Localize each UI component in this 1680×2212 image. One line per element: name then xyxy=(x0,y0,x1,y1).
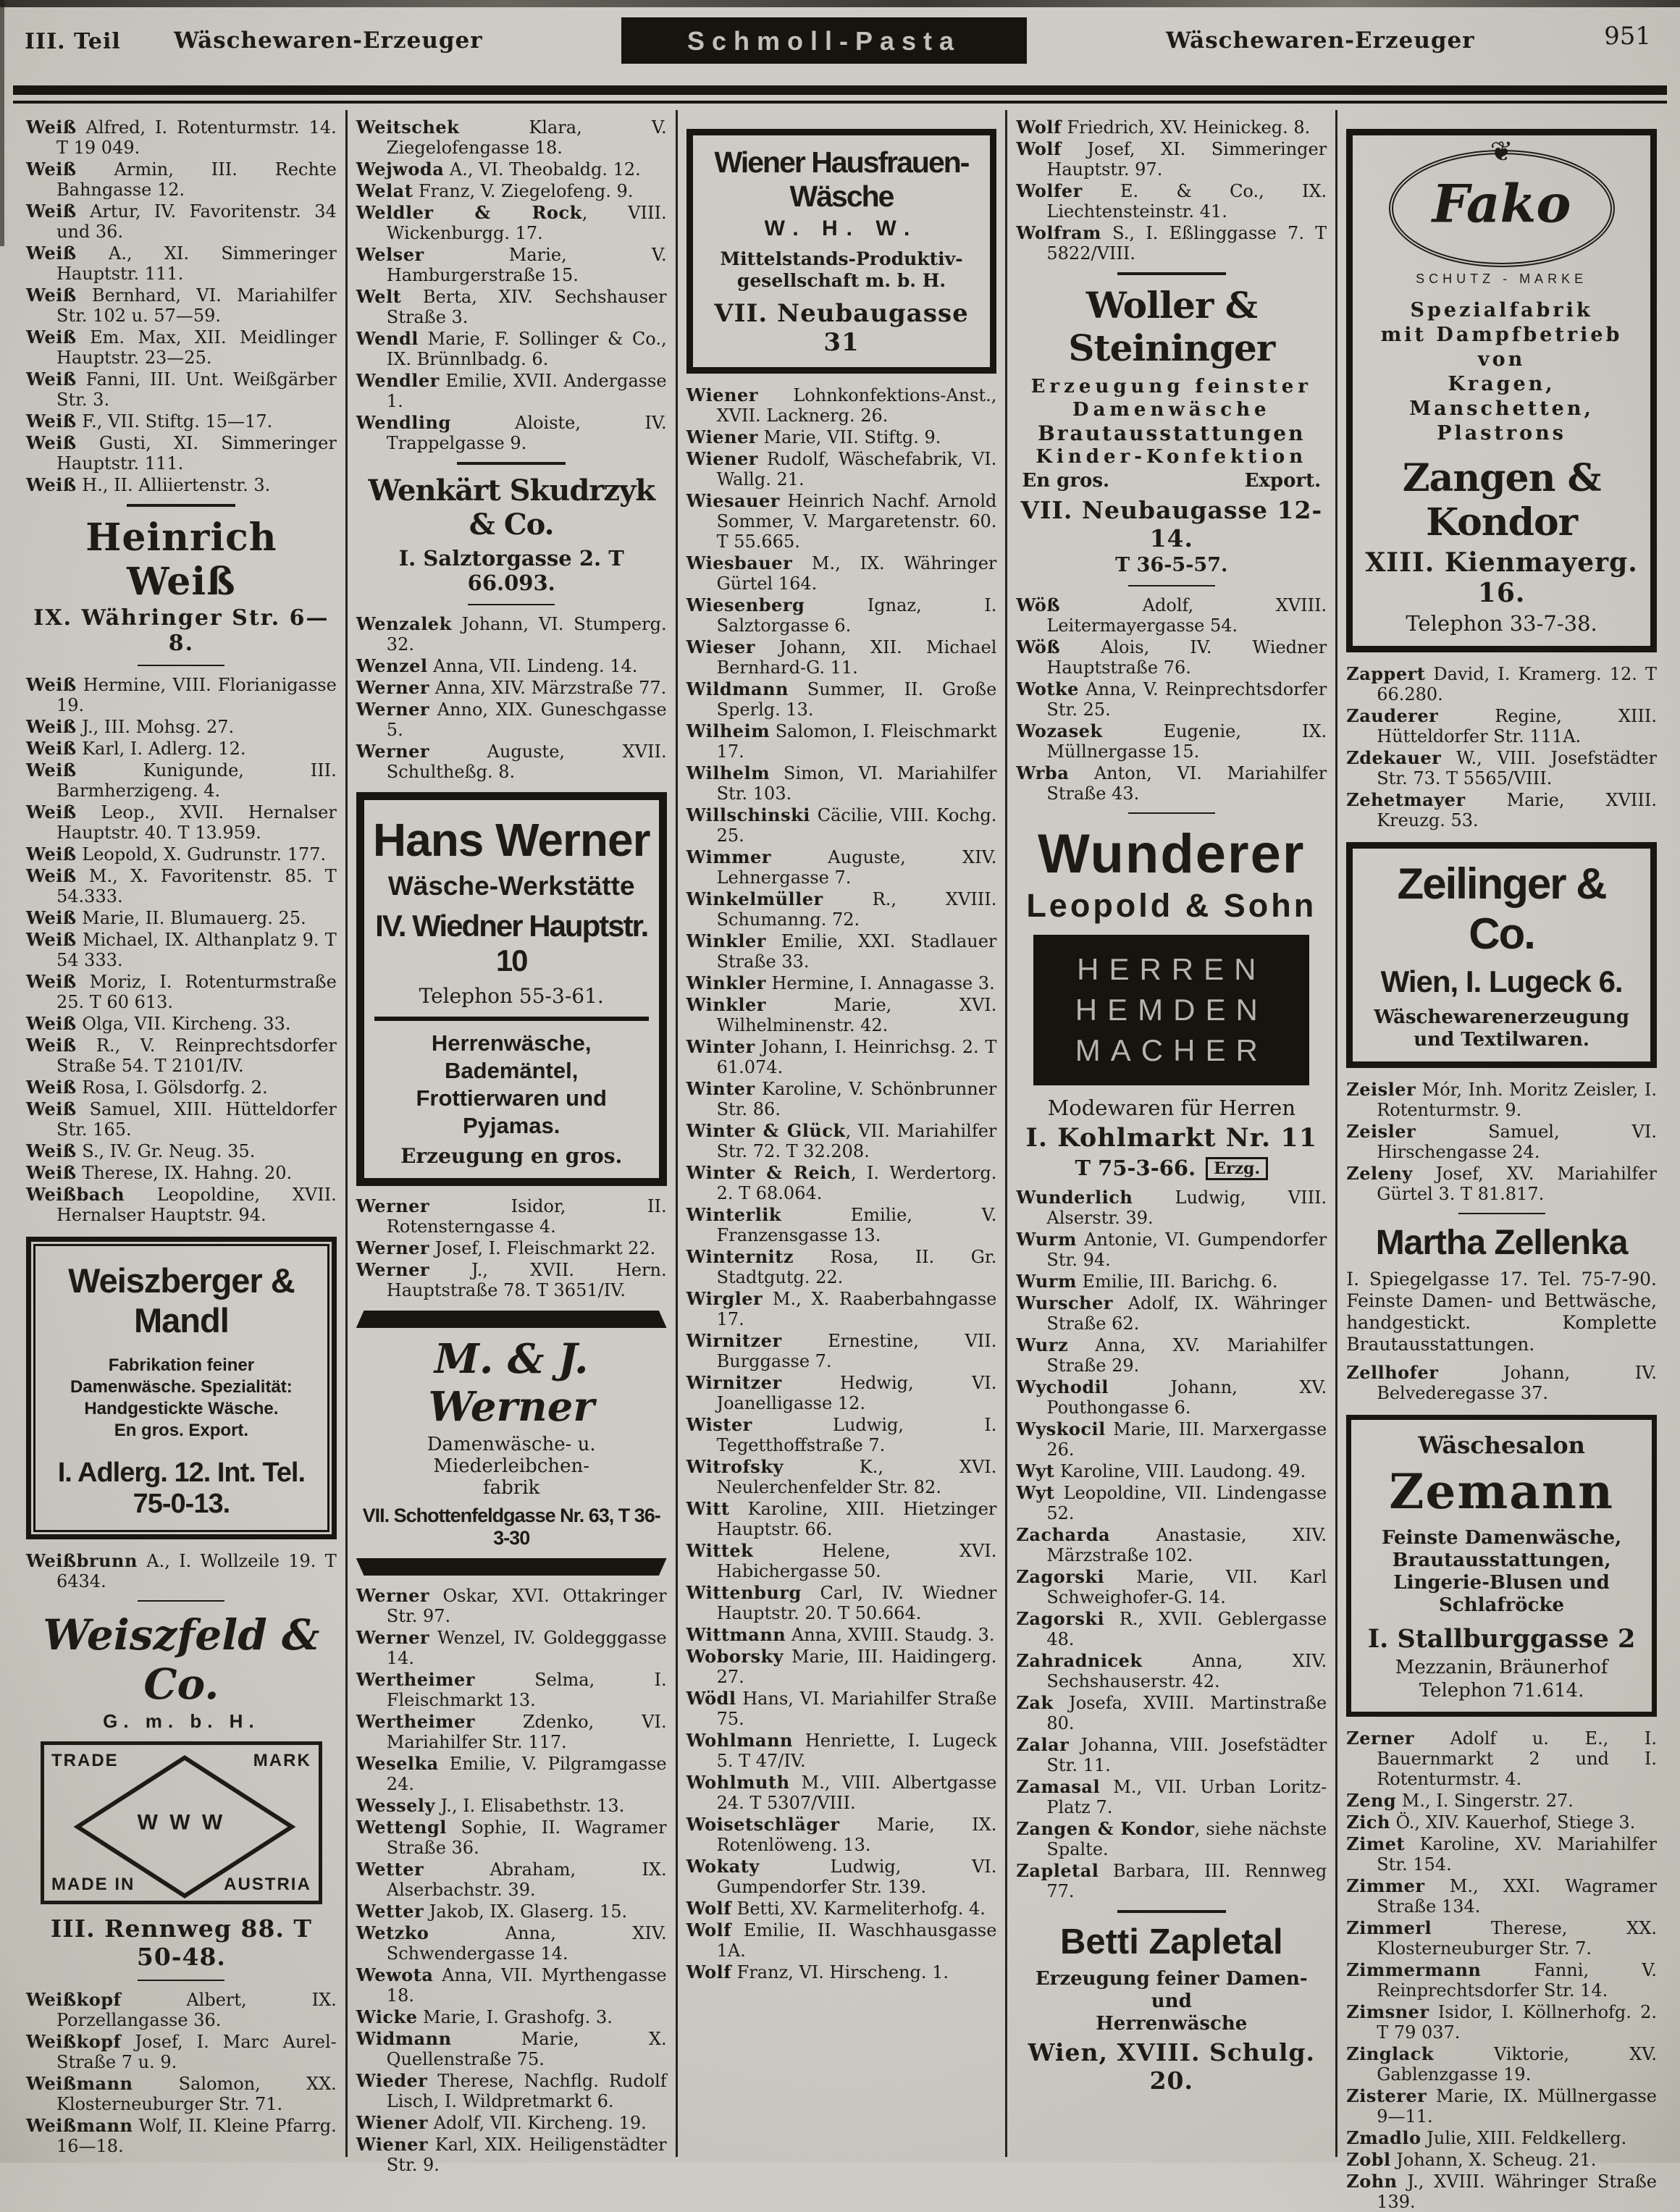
directory-entry: Zamasal M., VII. Urban Loritz-Platz 7. xyxy=(1016,1776,1327,1817)
directory-entry: Zimmermann Fanni, V. Reinprechtsdorfer Str. 14. xyxy=(1346,1959,1657,2001)
directory-entry: Werner Wenzel, IV. Goldegggasse 14. xyxy=(356,1627,667,1668)
fako-zangen-kondor-ad xyxy=(1346,129,1657,652)
directory-entry: Zinglack Viktorie, XV. Gablenzgasse 19. xyxy=(1346,2043,1657,2085)
directory-entry: Zerner Adolf u. E., I. Bauernmarkt 2 und I. Rotenturmstr. 4. xyxy=(1346,1728,1657,1789)
directory-entry: Winter Karoline, V. Schönbrunner Str. 86. xyxy=(686,1078,997,1119)
ad-text xyxy=(1016,470,1327,492)
directory-entry: Zeisler Mór, Inh. Moritz Zeisler, I. Rotenturmstr. 9. xyxy=(1346,1079,1657,1120)
scan-artifact-left xyxy=(0,0,4,246)
schutz-marke-label: SCHUTZ - MARKE xyxy=(1416,272,1588,286)
ad-address: III. Rennweg 88. T 50-48. xyxy=(50,1914,312,1971)
ad-telephone: Telephon 33-7-38. xyxy=(1406,611,1597,636)
directory-entry: Winterlik Emilie, V. Franzensgasse 13. xyxy=(686,1204,997,1245)
directory-entry: Wiesenberg Ignaz, I. Salztorgasse 6. xyxy=(686,594,997,636)
directory-entry: Welser Marie, V. Hamburgerstraße 15. xyxy=(356,244,667,285)
directory-list xyxy=(1016,1187,1327,1901)
directory-entry: Woisetschläger Marie, IX. Rotenlöweng. 13. xyxy=(686,1814,997,1855)
directory-entry: Wyt Karoline, VIII. Laudong. 49. xyxy=(1016,1460,1306,1481)
directory-entry: Werner Josef, I. Fleischmarkt 22. xyxy=(356,1237,656,1258)
ad-text: Mittelstands-Produktiv- xyxy=(720,248,963,269)
ad-telephone: Telephon 71.614. xyxy=(1419,1680,1584,1702)
section-divider xyxy=(138,1600,224,1602)
directory-entry: Weiß Em. Max, XII. Meidlinger Hauptstr. 23—25. xyxy=(26,327,337,368)
directory-entry: Winter & Reich, I. Werdertorg. 2. T 68.064. xyxy=(686,1162,997,1203)
ad-text: Fabrikation feiner xyxy=(108,1355,255,1375)
www-monogram: W W W xyxy=(137,1809,226,1834)
directory-entry: Wejwoda A., VI. Theobaldg. 12. xyxy=(356,159,641,180)
directory-entry: Zak Josefa, XVIII. Martinstraße 80. xyxy=(1016,1692,1327,1733)
directory-entry: Weißkopf Albert, IX. Porzellangasse 36. xyxy=(26,1989,337,2030)
directory-entry: Wurscher Adolf, IX. Währinger Straße 62. xyxy=(1016,1292,1327,1334)
ad-text: fabrik xyxy=(483,1477,540,1499)
directory-entry: Wiener Lohnkonfektions-Anst., XVII. Lacknerg. 26. xyxy=(686,384,997,426)
fako-logo xyxy=(1389,135,1615,267)
directory-entry: Weiß M., X. Favoritenstr. 85. T 54.333. xyxy=(26,865,337,907)
ad-title: M. & J. Werner xyxy=(428,1335,595,1431)
ad-address: Wien, I. Lugeck 6. xyxy=(1380,964,1623,998)
directory-entry: Wendler Emilie, XVII. Andergasse 1. xyxy=(356,370,667,411)
ad-title: Zemann xyxy=(1389,1463,1614,1520)
firm-name: Wenkärt Skudrzyk & Co. xyxy=(368,474,655,542)
column-2 xyxy=(345,110,676,2175)
page-number: 951 xyxy=(1604,22,1651,51)
directory-entry: Winter Johann, I. Heinrichsg. 2. T 61.074. xyxy=(686,1036,997,1077)
herren-hemden-macher-box xyxy=(1033,935,1309,1085)
ad-text: HERREN xyxy=(1077,952,1267,986)
ad-text: mit Dampfbetrieb von xyxy=(1380,324,1623,371)
section-divider xyxy=(457,462,566,465)
directory-entry: Wetter Abraham, IX. Alserbachstr. 39. xyxy=(356,1859,667,1900)
trademark-label: TRADE xyxy=(51,1751,119,1770)
directory-entry: Zobl Johann, X. Scheug. 21. xyxy=(1346,2149,1597,2170)
directory-entry: Weiß Gusti, XI. Simmeringer Hauptstr. 111. xyxy=(26,432,337,474)
ad-text: En gros. Export. xyxy=(114,1421,249,1440)
ad-text: Feinste Damenwäsche, xyxy=(1382,1527,1622,1549)
directory-entry: Wewota Anna, VII. Myrthengasse 18. xyxy=(356,1964,667,2006)
ad-text: und Textilwaren. xyxy=(1414,1029,1589,1051)
hans-werner-ad xyxy=(356,792,667,1186)
directory-list xyxy=(1346,1363,1657,1403)
directory-list xyxy=(26,1990,337,2156)
ad-subtitle: W. H. W. xyxy=(764,216,919,240)
directory-entry: Wolfer E. & Co., IX. Liechtensteinstr. 41. xyxy=(1016,180,1327,222)
directory-list xyxy=(1016,595,1327,804)
directory-entry: Weiß Karl, I. Adlerg. 12. xyxy=(26,738,246,759)
directory-entry: Wenzalek Johann, VI. Stumperg. 32. xyxy=(356,613,667,655)
directory-entry: Zahradnicek Anna, XIV. Sechshauserstr. 42. xyxy=(1016,1650,1327,1691)
directory-entry: Zeleny Josef, XV. Mariahilfer Gürtel 3. T 81.817. xyxy=(1346,1163,1657,1204)
directory-list xyxy=(1346,664,1657,830)
directory-entry: Weiß Samuel, XIII. Hütteldorfer Str. 165. xyxy=(26,1098,337,1140)
directory-list xyxy=(1346,1080,1657,1204)
directory-entry: Weiß Leopold, X. Gudrunstr. 177. xyxy=(26,844,327,865)
directory-entry: Zagorski Marie, VII. Karl Schweighofer-G. 14. xyxy=(1016,1566,1327,1607)
directory-entry: Wieser Johann, XII. Michael Bernhard-G. 11. xyxy=(686,636,997,678)
ad-title: Woller & Steininger xyxy=(1068,284,1275,369)
directory-entry: Zich Ö., XIV. Kauerhof, Stiege 3. xyxy=(1346,1812,1636,1833)
directory-entry: Wilheim Salomon, I. Fleischmarkt 17. xyxy=(686,720,997,762)
directory-entry: Zeng M., I. Singerstr. 27. xyxy=(1346,1790,1574,1811)
directory-entry: Zimmerl Therese, XX. Klosterneuburger Str. 7. xyxy=(1346,1917,1657,1959)
directory-entry: Wilhelm Simon, VI. Mariahilfer Str. 103. xyxy=(686,762,997,804)
ad-address: I. Stallburggasse 2 xyxy=(1367,1624,1636,1654)
ad-text: Herrenwäsche xyxy=(1096,2013,1248,2035)
directory-entry: Wolf Josef, XI. Simmeringer Hauptstr. 97. xyxy=(1016,138,1327,180)
ad-text: Export. xyxy=(1244,470,1322,492)
directory-entry: Wittenburg Carl, IV. Wiedner Hauptstr. 20. T 50.664. xyxy=(686,1582,997,1623)
ad-text: Brautausstattungen, xyxy=(1392,1549,1611,1571)
directory-entry: Zohn J., XVIII. Währinger Straße 139. xyxy=(1346,2171,1657,2212)
directory-entry: Werner Oskar, XVI. Ottakringer Str. 97. xyxy=(356,1585,667,1626)
ad-text: Frottierwaren und Pyjamas. xyxy=(416,1085,607,1138)
section-divider xyxy=(1458,1213,1545,1214)
betti-zapletal-ad xyxy=(1016,1922,1327,2095)
directory-entry: Wittmann Anna, XVIII. Staudg. 3. xyxy=(686,1624,995,1645)
ad-subtitle: Leopold & Sohn xyxy=(1026,887,1317,924)
trademark-label: AUSTRIA xyxy=(224,1875,311,1894)
directory-entry: Weiß Bernhard, VI. Mariahilfer Str. 102 u. 57—59. xyxy=(26,285,337,326)
ad-rule xyxy=(374,1017,649,1021)
directory-entry: Winkler Marie, XVI. Wilhelminenstr. 42. xyxy=(686,994,997,1035)
page-header xyxy=(22,16,1658,72)
directory-entry: Weiß Leop., XVII. Hernalser Hauptstr. 40. T 13.959. xyxy=(26,802,337,843)
directory-entry: Wunderlich Ludwig, VIII. Alserstr. 39. xyxy=(1016,1187,1327,1228)
ad-text: Spezialfabrik xyxy=(1410,299,1593,321)
ad-address: VII. Neubaugasse 12-14. xyxy=(1020,496,1323,552)
ad-address: VII. Neubaugasse 31 xyxy=(714,299,969,357)
ad-title: Wunderer xyxy=(1038,823,1306,885)
column-1 xyxy=(17,110,345,2157)
directory-entry: Wiener Adolf, VII. Kircheng. 19. xyxy=(356,2112,647,2133)
directory-entry: Wolf Emilie, II. Waschhausgasse 1A. xyxy=(686,1919,997,1961)
ad-text: Herrenwäsche, Bademäntel, xyxy=(431,1030,592,1083)
directory-entry: Woborsky Marie, III. Haidingerg. 27. xyxy=(686,1646,997,1687)
ad-text: En gros. xyxy=(1022,470,1110,492)
ad-text: Damenwäsche- u. Miederleibchen- xyxy=(427,1434,596,1477)
firm-name: Heinrich Weiß xyxy=(85,516,277,604)
ad-telephone: Telephon 55-3-61. xyxy=(419,984,604,1008)
trademark-emblem xyxy=(41,1741,322,1904)
ad-title: Weiszfeld & Co. xyxy=(43,1610,320,1709)
ad-title: Hans Werner xyxy=(372,814,650,866)
directory-entry: Weißmann Wolf, II. Kleine Pfarrg. 16—18. xyxy=(26,2115,337,2156)
ad-text: Handgestickte Wäsche. xyxy=(84,1399,279,1418)
column-5 xyxy=(1335,110,1666,2212)
directory-entry: Wöß Adolf, XVIII. Leitermayergasse 54. xyxy=(1016,594,1327,636)
directory-entry: Zellhofer Johann, IV. Belvederegasse 37. xyxy=(1346,1362,1657,1403)
directory-entry: Weißkopf Josef, I. Marc Aurel-Straße 7 u. 9. xyxy=(26,2031,337,2072)
directory-entry: Wychodil Johann, XV. Pouthongasse 6. xyxy=(1016,1376,1327,1418)
ad-title: Martha Zellenka xyxy=(1375,1224,1628,1262)
directory-entry: Weldler & Rock, VIII. Wickenburgg. 17. xyxy=(356,202,667,243)
directory-entry: Weißbrunn A., I. Wollzeile 19. T 6434. xyxy=(26,1550,337,1591)
directory-entry: Wetter Jakob, IX. Glaserg. 15. xyxy=(356,1901,628,1922)
ad-text: I. Spiegelgasse 17. Tel. 75-7-90. Feinste Damen- und Bettwäsche, handgestickt. Komplette Brautausstattungen. xyxy=(1346,1269,1657,1355)
directory-entry: Weiß Alfred, I. Rotenturmstr. 14. T 19 049. xyxy=(26,117,337,158)
section-divider xyxy=(138,1980,224,1981)
directory-list xyxy=(1016,117,1327,264)
directory-entry: Wyt Leopoldine, VII. Lindengasse 52. xyxy=(1016,1482,1327,1523)
directory-entry: Wiesbauer M., IX. Währinger Gürtel 164. xyxy=(686,552,997,594)
directory-entry: Werner Anno, XIX. Guneschgasse 5. xyxy=(356,699,667,740)
directory-entry: Wister Ludwig, I. Tegetthoffstraße 7. xyxy=(686,1414,997,1455)
directory-entry: Weiß Armin, III. Rechte Bahngasse 12. xyxy=(26,159,337,200)
directory-entry: Zacharda Anastasie, XIV. Märzstraße 102. xyxy=(1016,1524,1327,1565)
directory-entry: Weiß A., XI. Simmeringer Hauptstr. 111. xyxy=(26,243,337,284)
ad-text: Erzeugung en gros. xyxy=(400,1144,623,1168)
ad-title: Weiszberger & Mandl xyxy=(68,1261,295,1340)
directory-entry: Wendling Aloiste, IV. Trappelgasse 9. xyxy=(356,412,667,453)
directory-entry: Wiener Karl, XIX. Heiligenstädter Str. 9. xyxy=(356,2134,667,2175)
ad-title: Betti Zapletal xyxy=(1059,1922,1283,1961)
weiszfeld-ad xyxy=(26,1610,337,1981)
directory-list xyxy=(26,117,337,495)
directory-list xyxy=(26,675,337,1225)
directory-entry: Weiß Rosa, I. Gölsdorfg. 2. xyxy=(26,1077,268,1098)
ad-address: I. Adlerg. 12. Int. Tel. 75-0-13. xyxy=(57,1458,306,1519)
directory-entry: Weiß Hermine, VIII. Florianigasse 19. xyxy=(26,674,337,715)
weiszberger-mandl-ad xyxy=(26,1237,337,1539)
section-divider xyxy=(138,665,224,666)
directory-entry: Wettengl Sophie, II. Wagramer Straße 36. xyxy=(356,1817,667,1858)
directory-entry: Weiß Moriz, I. Rotenturmstraße 25. T 60 613. xyxy=(26,971,337,1012)
directory-entry: Wimmer Auguste, XIV. Lehnergasse 7. xyxy=(686,846,997,888)
directory-entry: Werner J., XVII. Hern. Hauptstraße 78. T 3651/IV. xyxy=(356,1259,667,1300)
directory-entry: Zmadlo Julie, XIII. Feldkellerg. xyxy=(1346,2127,1627,2148)
directory-entry: Widmann Marie, X. Quellenstraße 75. xyxy=(356,2028,667,2069)
martha-zellenka-ad xyxy=(1346,1223,1657,1355)
section-divider xyxy=(1128,585,1215,586)
trademark-label: MARK xyxy=(253,1751,311,1770)
section-divider xyxy=(1117,272,1226,275)
ad-text: Wäschewarenerzeugung xyxy=(1374,1006,1629,1028)
ad-text: Plastrons xyxy=(1437,422,1566,445)
section-divider xyxy=(1128,812,1215,814)
ad-address: VII. Schottenfeldgasse Nr. 63, T 36-3-30 xyxy=(362,1505,660,1549)
ad-text: Modewaren für Herren xyxy=(1047,1096,1295,1120)
ad-badge: Erzg. xyxy=(1206,1157,1268,1180)
wreath-bow-icon: ❦ xyxy=(1490,135,1513,167)
directory-entry: Wohlmuth M., VIII. Albertgasse 24. T 5307/VIII. xyxy=(686,1772,997,1813)
wenkart-skudrzyk-heading xyxy=(356,474,667,605)
directory-entry: Weiß S., IV. Gr. Neug. 35. xyxy=(26,1140,256,1161)
directory-entry: Wolf Betti, XV. Karmeliterhofg. 4. xyxy=(686,1898,986,1919)
directory-entry: Wokaty Ludwig, VI. Gumpendorfer Str. 139. xyxy=(686,1856,997,1897)
section-divider xyxy=(127,504,235,507)
directory-entry: Winter & Glück, VII. Mariahilfer Str. 72. T 32.208. xyxy=(686,1120,997,1161)
directory-entry: Zimmer M., XXI. Wagramer Straße 134. xyxy=(1346,1875,1657,1917)
directory-entry: Wirnitzer Hedwig, VI. Joanelligasse 12. xyxy=(686,1372,997,1413)
directory-entry: Wiesauer Heinrich Nachf. Arnold Sommer, V. Margaretenstr. 60. T 55.665. xyxy=(686,490,997,552)
ad-text: Damenwäsche. Spezialität: xyxy=(70,1377,293,1397)
directory-entry: Wrba Anton, VI. Mariahilfer Straße 43. xyxy=(1016,762,1327,804)
directory-entry: Wittek Helene, XVI. Habichergasse 50. xyxy=(686,1540,997,1581)
directory-entry: Zagorski R., XVII. Geblergasse 48. xyxy=(1016,1608,1327,1649)
directory-entry: Weiß Michael, IX. Althanplatz 9. T 54 333. xyxy=(26,929,337,970)
directory-entry: Werner Anna, XIV. Märzstraße 77. xyxy=(356,677,667,698)
directory-entry: Wetzko Anna, XIV. Schwendergasse 14. xyxy=(356,1922,667,1964)
directory-entry: Witt Karoline, XIII. Hietzinger Hauptstr. 66. xyxy=(686,1498,997,1539)
directory-entry: Zimsner Isidor, I. Köllnerhofg. 2. T 79 037. xyxy=(1346,2001,1657,2043)
heinrich-weiss-heading xyxy=(26,516,337,666)
directory-entry: Weiß Artur, IV. Favoritenstr. 34 und 36. xyxy=(26,201,337,242)
ad-text: Mezzanin, Bräunerhof xyxy=(1395,1657,1608,1678)
directory-entry: Wendl Marie, F. Sollinger & Co., IX. Brünnlbadg. 6. xyxy=(356,328,667,369)
directory-entry: Wohlmann Henriette, I. Lugeck 5. T 47/IV. xyxy=(686,1730,997,1771)
directory-entry: Zeisler Samuel, VI. Hirschengasse 24. xyxy=(1346,1121,1657,1162)
directory-entry: Zehetmayer Marie, XVIII. Kreuzg. 53. xyxy=(1346,789,1657,830)
ad-text: Kragen, Manschetten, xyxy=(1409,373,1594,420)
directory-entry: Wyskocil Marie, III. Marxergasse 26. xyxy=(1016,1418,1327,1460)
directory-entry: Wurz Anna, XV. Mariahilfer Straße 29. xyxy=(1016,1334,1327,1376)
directory-entry: Weiß Therese, IX. Hahng. 20. xyxy=(26,1162,293,1183)
zeilinger-ad xyxy=(1346,842,1657,1068)
directory-entry: Welt Berta, XIV. Sechshauser Straße 3. xyxy=(356,286,667,327)
directory-entry: Zauderer Regine, XIII. Hütteldorfer Str. 111A. xyxy=(1346,705,1657,747)
directory-entry: Zappert David, I. Kramerg. 12. T 66.280. xyxy=(1346,663,1657,705)
directory-entry: Weiß J., III. Mohsg. 27. xyxy=(26,716,235,737)
section-divider xyxy=(1117,1910,1226,1913)
fako-script-mark: Fako xyxy=(1432,172,1571,235)
directory-entry: Wurm Antonie, VI. Gumpendorfer Str. 94. xyxy=(1016,1229,1327,1270)
ad-title: Zangen & Kondor xyxy=(1402,456,1601,544)
ad-bar xyxy=(356,1311,667,1328)
directory-entry: Zapletal Barbara, III. Rennweg 77. xyxy=(1016,1860,1327,1901)
directory-entry: Wotke Anna, V. Reinprechtsdorfer Str. 25. xyxy=(1016,678,1327,720)
directory-entry: Weißmann Salomon, XX. Klosterneuburger Str. 71. xyxy=(26,2073,337,2114)
ad-text: Schlafröcke xyxy=(1439,1594,1565,1616)
directory-entry: Weiß Olga, VII. Kircheng. 33. xyxy=(26,1013,291,1034)
directory-entry: Weselka Emilie, V. Pilgramgasse 24. xyxy=(356,1753,667,1794)
ad-text: HEMDEN xyxy=(1075,993,1268,1027)
woller-steininger-ad xyxy=(1016,284,1327,586)
directory-entry: Wozasek Eugenie, IX. Müllnergasse 15. xyxy=(1016,720,1327,762)
mj-werner-ad xyxy=(356,1311,667,1576)
part-label: III. Teil xyxy=(25,29,121,54)
ad-kicker: Wäschesalon xyxy=(1418,1431,1585,1459)
running-title-left: Wäschewaren-Erzeuger xyxy=(174,28,483,54)
directory-entry: Wödl Hans, VI. Mariahilfer Straße 75. xyxy=(686,1688,997,1729)
schmoll-pasta-banner: Schmoll-Pasta xyxy=(621,17,1027,64)
wunderer-ad xyxy=(1016,823,1327,1180)
ad-title: Zeilinger & Co. xyxy=(1397,859,1606,958)
ad-text: Erzeugung feinster xyxy=(1030,376,1312,398)
directory-columns xyxy=(17,110,1666,2212)
wiener-hausfrauen-ad xyxy=(686,129,997,374)
directory-entry: Weitschek Klara, V. Ziegelofengasse 18. xyxy=(356,117,667,158)
trademark-label: MADE IN xyxy=(51,1875,135,1894)
zemann-ad xyxy=(1346,1415,1657,1717)
directory-list xyxy=(1346,1728,1657,2212)
ad-text: Lingerie-Blusen und xyxy=(1393,1572,1610,1594)
directory-entry: Zisterer Marie, IX. Müllnergasse 9—11. xyxy=(1346,2085,1657,2127)
ad-text: Brautausstattungen xyxy=(1038,421,1306,445)
directory-entry: Wirgler M., X. Raaberbahngasse 17. xyxy=(686,1288,997,1329)
directory-entry: Wiener Rudolf, Wäschefabrik, VI. Wallg. 21. xyxy=(686,448,997,489)
directory-entry: Wenzel Anna, VII. Lindeng. 14. xyxy=(356,655,638,676)
directory-list xyxy=(356,1196,667,1300)
directory-entry: Weiß H., II. Alliiertenstr. 3. xyxy=(26,474,271,495)
ad-text: MACHER xyxy=(1075,1033,1268,1067)
firm-address: IX. Währinger Str. 6—8. xyxy=(33,605,329,656)
directory-entry: Wessely J., I. Elisabethstr. 13. xyxy=(356,1795,625,1816)
directory-entry: Winternitz Rosa, II. Gr. Stadtgutg. 22. xyxy=(686,1246,997,1287)
ad-title: Wiener Hausfrauen-Wäsche xyxy=(714,146,969,213)
directory-entry: Zdekauer W., VIII. Josefstädter Str. 73. T 5565/VIII. xyxy=(1346,747,1657,789)
ad-address: I. Kohlmarkt Nr. 11 xyxy=(1025,1123,1318,1153)
directory-entry: Wertheimer Zdenko, VI. Mariahilfer Str. 117. xyxy=(356,1711,667,1752)
running-title-right: Wäschewaren-Erzeuger xyxy=(1166,28,1475,54)
directory-entry: Wöß Alois, IV. Wiedner Hauptstraße 76. xyxy=(1016,636,1327,678)
header-rule xyxy=(13,85,1667,104)
directory-entry: Weiß F., VII. Stiftg. 15—17. xyxy=(26,411,273,432)
ad-address: XIII. Kienmayerg. 16. xyxy=(1365,547,1638,608)
directory-list xyxy=(686,385,997,1982)
directory-entry: Wieder Therese, Nachflg. Rudolf Lisch, I. Wildpretmarkt 6. xyxy=(356,2070,667,2111)
directory-entry: Winkelmüller R., XVIII. Schumanng. 72. xyxy=(686,888,997,930)
directory-entry: Willschinski Cäcilie, VIII. Kochg. 25. xyxy=(686,804,997,846)
directory-entry: Wolf Friedrich, XV. Heinickeg. 8. xyxy=(1016,117,1311,138)
directory-entry: Weiß R., V. Reinprechtsdorfer Straße 54. T 2101/IV. xyxy=(26,1035,337,1076)
directory-entry: Witrofsky K., XVI. Neulerchenfelder Str. 82. xyxy=(686,1456,997,1497)
section-divider xyxy=(468,604,555,605)
directory-entry: Weiß Marie, II. Blumauerg. 25. xyxy=(26,907,306,928)
ad-subtitle: Wäsche-Werkstätte xyxy=(387,871,635,901)
directory-list xyxy=(356,614,667,782)
directory-list xyxy=(356,1586,667,2175)
ad-text: Damenwäsche xyxy=(1072,399,1271,421)
firm-address: I. Salztorgasse 2. T 66.093. xyxy=(398,546,624,595)
ad-telephone xyxy=(1016,1156,1327,1180)
column-4 xyxy=(1005,110,1335,2157)
ad-bar xyxy=(356,1558,667,1576)
directory-entry: Wiener Marie, VII. Stiftg. 9. xyxy=(686,426,941,447)
directory-entry: Wildmann Summer, II. Große Sperlg. 13. xyxy=(686,678,997,720)
column-3 xyxy=(676,110,1006,2157)
directory-entry: Wolfram S., I. Eßlinggasse 7. T 5822/VIII. xyxy=(1016,222,1327,264)
ad-text: Kinder-Konfektion xyxy=(1036,446,1308,468)
ad-text: gesellschaft m. b. H. xyxy=(736,270,946,291)
directory-entry: Weißbach Leopoldine, XVII. Hernalser Hauptstr. 94. xyxy=(26,1184,337,1225)
directory-entry: Welat Franz, V. Ziegelofeng. 9. xyxy=(356,180,634,201)
directory-entry: Zimet Karoline, XV. Mariahilfer Str. 154. xyxy=(1346,1833,1657,1875)
directory-entry: Wolf Franz, VI. Hirscheng. 1. xyxy=(686,1961,949,1982)
directory-entry: Wicke Marie, I. Grashofg. 3. xyxy=(356,2006,613,2027)
directory-entry: Wurm Emilie, III. Barichg. 6. xyxy=(1016,1271,1278,1292)
directory-entry: Winkler Hermine, I. Annagasse 3. xyxy=(686,972,995,993)
directory-entry: Weiß Fanni, III. Unt. Weißgärber Str. 3. xyxy=(26,369,337,410)
directory-entry: Weiß Kunigunde, III. Barmherzigeng. 4. xyxy=(26,760,337,801)
directory-entry: Werner Auguste, XVII. Schultheßg. 8. xyxy=(356,741,667,782)
directory-entry: Wirnitzer Ernestine, VII. Burggasse 7. xyxy=(686,1330,997,1371)
directory-list xyxy=(26,1551,337,1591)
directory-entry: Wertheimer Selma, I. Fleischmarkt 13. xyxy=(356,1669,667,1710)
scan-artifact-top xyxy=(0,0,1680,7)
directory-list xyxy=(356,117,667,453)
ad-text: Erzeugung feiner Damen- und xyxy=(1035,1968,1308,2012)
ad-subtitle: G. m. b. H. xyxy=(103,1710,260,1732)
directory-entry: Winkler Emilie, XXI. Stadlauer Straße 33. xyxy=(686,930,997,972)
directory-entry: Zalar Johanna, VIII. Josefstädter Str. 11. xyxy=(1016,1734,1327,1775)
directory-entry: Werner Isidor, II. Rotensterngasse 4. xyxy=(356,1195,667,1237)
ad-address: IV. Wiedner Hauptstr. 10 xyxy=(375,909,648,977)
ad-telephone: T 36-5-57. xyxy=(1115,554,1228,576)
ad-address: Wien, XVIII. Schulg. 20. xyxy=(1028,2038,1316,2095)
ad-telephone-number: T 75-3-66. xyxy=(1075,1156,1196,1180)
directory-entry: Zangen & Kondor, siehe nächste Spalte. xyxy=(1016,1818,1327,1859)
